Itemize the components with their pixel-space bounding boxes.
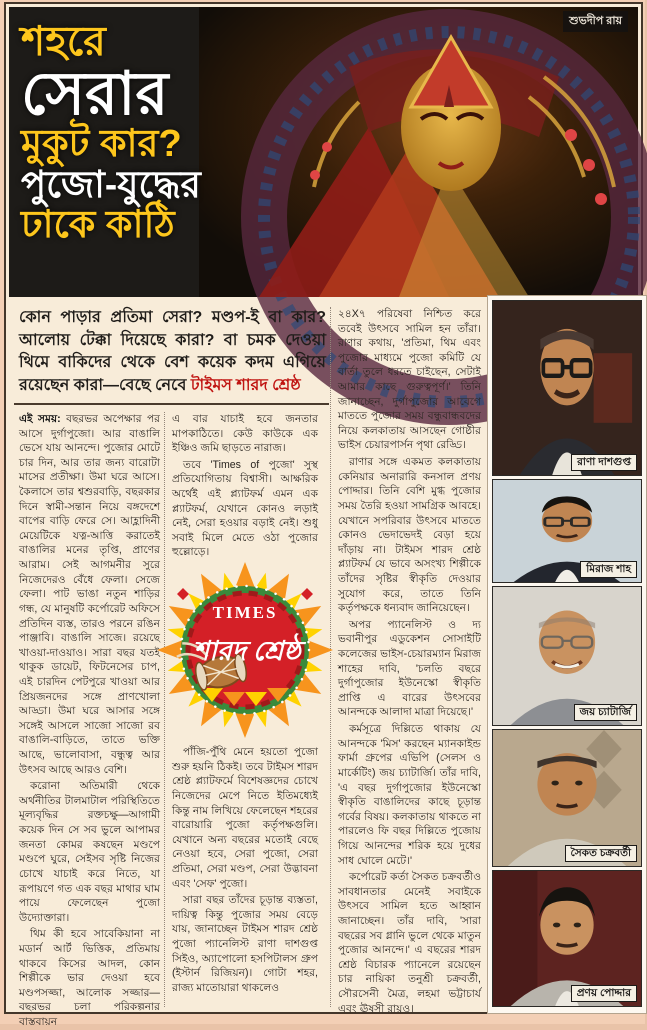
portrait-rana-dasgupta [492, 300, 642, 476]
headline-line-5: ঢাকে কাঠি [21, 204, 175, 247]
svg-text:TIMES: TIMES [212, 603, 278, 623]
portrait-name-badge: প্রণয় পোদ্দার [571, 985, 637, 1002]
portrait-photo [493, 301, 641, 475]
paragraph: কর্মসূত্রে দিল্লিতে থাকায় যে আনন্দকে 'মিস' করছেন ম্যানকাইন্ড ফার্মা গ্রুপের এভিপি (সেলস ও মার্কেটিং) জয় চ্যাটার্জি। তাঁর দাবি, 'এ বছর দুর্গাপুজোর ইউনেস্কো স্বীকৃতি বাঙালিদের কাছে চূড়ান্ত গর্বের বিষয়। কলকাতায় থাকতে না পারলেও ফি বছর দিল্লিতে পুজোয় গিয়ে আনন্দের শরিক হয়ে দুধের সাধ ঘোলে মেটে।' [338, 723, 481, 867]
portrait-pranay-poddar [492, 870, 642, 1007]
headline-line-2: সেরার [21, 60, 169, 128]
brand-name-highlight: টাইমস শারদ শ্রেষ্ঠ [190, 377, 301, 395]
standfirst-text: কোন পাড়ার প্রতিমা সেরা? মণ্ডপ-ই বা কার? আলোয় টেক্কা দিয়েছে কারা? বা চমক দেওয়া থিমে বাকিদের থেকে বেশ কয়েক কদম এগিয়ে রয়েছেন কারা—বেছে নেবে [19, 309, 326, 395]
durga-idol-art [199, 7, 638, 297]
portrait-name-badge: রাণা দাশগুপ্ত [571, 454, 637, 471]
standfirst [19, 307, 326, 399]
paragraph: এ বার যাচাই হবে জনতার মাপকাঠিতে। কেউ কাউকে এক ইঞ্চিও জমি ছাড়তে নারাজ। [172, 413, 318, 455]
portrait-joy-chatterjee [492, 586, 642, 726]
portrait-name-badge: সৈকত চক্রবর্তী [565, 845, 638, 862]
svg-text:শারদ শ্রেষ্ঠ: শারদ শ্রেষ্ঠ [193, 636, 301, 667]
main-headline [21, 19, 236, 246]
headline-line-1: শহরে [21, 18, 106, 64]
durga-idol-photo [199, 7, 638, 297]
portrait-miraj-shah [492, 479, 642, 583]
portrait-name-badge: জয় চ্যাটার্জি [574, 704, 637, 721]
paragraph [19, 412, 160, 777]
body-column-1 [19, 412, 160, 1028]
sharad-shrestha-badge-icon [160, 558, 330, 746]
times-sharad-shrestha-logo [172, 562, 318, 742]
paragraph: ২৪X৭ পরিষেবা নিশ্চিত করে তবেই উৎসবে সামিল হন তাঁরা। রাণার কথায়, 'প্রতিমা, থিম এবং পুজোর মাধ্যমে পুজো কমিটি যে বার্তা তুলে ধরতে চাইছেন, সেটাই আমার কাছে গুরুত্বপূর্ণ।' তিনি জানাচ্ছেন, দুর্গাপুজোর আবেগে মাততে পুজোর সময় বন্ধুবান্ধবদের নিয়ে কলকাতায় আসছেন গোষ্ঠীর ভাইস চেয়ারপার্সন পৃথা রেড্ডি। [338, 308, 481, 452]
paragraph: রাণার সঙ্গে একমত কলকাতায় কেনিয়ার অনারারি কনসাল প্রণয় পোদ্দার। তিনি বেশি মুগ্ধ পুজোর সময় তৈরি হওয়া সামগ্রিক আবহে। যেখানে সপরিবার উৎসবে মাততে কোনও ভেদাভেদই বেড়া হয়ে দাঁড়ায় না। টাইমস শারদ শ্রেষ্ঠ প্ল্যাটফর্ম যে ভাবে অসংখ্য শিল্পীকে তাঁদের সৃষ্টির স্বীকৃতি দেওয়ার সুযোগ করে, তাতে তিনি কর্তৃপক্ষকে ধন্যবাদ জানিয়েছেন। [338, 456, 481, 615]
paragraph: করোনা অতিমারী থেকে অর্থনীতির টালমাটাল পরিস্থিতিতে মূল্যবৃদ্ধির রক্তচক্ষু—আগামী কয়েক দিন সে সব ভুলে আপামর জনতা কোমর কষছেন মণ্ডপে মণ্ডপে ঘুরে, সেইসব সৃষ্টি নিজের চোখে যাচাই করে নিতে, যা রূপায়ণে গত এক বছর মাথার ঘাম পায়ে ফেলেছেন পুজো উদ্যোক্তারা। [19, 780, 160, 924]
portrait-saikat-chakraborty [492, 729, 642, 867]
body-column-2 [172, 412, 318, 1008]
paragraph: সারা বছর তাঁদের চূড়ান্ত ব্যস্ততা, দায়িত্ব কিন্তু পুজোর সময় বেড়ে যায়, জানাচ্ছেন টাইমস শারদ শ্রেষ্ঠ পুজো প্যানেলিস্ট রাণা দাশগুপ্ত সিইও, অ্যাপোলো হসপিটালস গ্রুপ (ইস্টার্ন রিজিয়ন)। গোটা শহর, রাজ্য মাতোয়ারা থাকলেও [172, 894, 318, 994]
article-sheet [4, 2, 643, 1028]
paragraph-text: বছরভর অপেক্ষার পর আসে দুর্গাপুজো। আর বাঙালি ভেসে যায় আনন্দে। পুজোর মোটে চার দিন, আর তার জন্য বারোটা মাসের প্রতীক্ষা। উমা ঘরে আসে। কৈলাসে তার শ্বশুরবাড়ি, বছরকার দিনে স্বামী-সন্তান নিয়ে বঙ্গদেশে বাপের বাড়ি ফেরে সে। আহ্লাদিনী মেয়েটিকে যত্ন-আত্তি করাতেই বাঙালির মনের তৃপ্তি, প্রাণের আরাম। সেই আগমনীর সুরে নিজেদেরও বেঁধে ফেলা। সেজে ফেলা। পাট ভাঙা নতুন শাড়ির গন্ধ, যে মানুষটি কর্পোরেট অফিসে প্রতিদিন ব্যস্ত, তারও পরনে রঙিন পাঞ্জাবি। বাঙালি সাজে। রয়েছে খাওয়া-দাওয়াও। সারা বছর যতই থাকুক ডায়েট, ফিটনেসের চাপ, এই চারদিন পেটপুরে খাওয়া আর প্রিয়জনদের সঙ্গে প্রাণখোলা আড্ডা। উমা ঘরে আসার সঙ্গে সঙ্গেই আসলে সাজো সাজো রব বাঙালি-বাড়িতে, তাতে ভক্তি আছে, ভালোবাসা, বন্ধুত্ব আর উৎসব আছে আরও বেশি। [19, 413, 160, 776]
intro-divider-rule [14, 403, 329, 405]
paragraph: অপর প্যানেলিস্ট ও দ্য ভবানীপুর এডুকেশন সোসাইটি কলেজের ভাইস-চেয়ারম্যান মিরাজ শাহের দাবি, 'চলতি বছরে দুর্গাপুজোর ইউনেস্কো স্বীকৃতি প্রাপ্তি এ বারের উৎসবের আনন্দকে আলাদা মাত্রা দিয়েছে।' [338, 618, 481, 719]
byline: শুভদীপ রায় [563, 11, 628, 32]
dateline: এই সময়: [19, 413, 61, 425]
paragraph: তবে 'Times of পুজো' সুস্থ প্রতিযোগিতায় বিশ্বাসী। আক্ষরিক অর্থেই এই প্ল্যাটফর্ম এমন এক প্ল্যাটফর্ম, যেখানে কোনও লড়াই নেই, সেরা হওয়ার বড়াই নেই। শুধু সবাই মিলে মেতে ওঠা পুজোর হুল্লোড়ে। [172, 458, 318, 559]
paragraph: পাঁজি-পুঁথি মেনে হয়তো পুজো শুরু হয়নি ঠিকই। তবে টাইমস শারদ শ্রেষ্ঠ প্ল্যাটফর্মে বিশেষজ্ঞদের চোখে নিজেদের মেপে নিতে ইতিমধ্যেই কিন্তু নাম লিখিয়ে ফেলেছেন শহরের বারোয়ারি পুজো কর্তৃপক্ষগুলি। যেখানে অন্য বছরের মতোই বেছে নেওয়া হবে, সেরা পুজো, সেরা প্রতিমা, সেরা মণ্ডপ, সেরা উদ্ভাবনা এবং 'সেফ' পুজো। [172, 746, 318, 890]
panelist-photo-strip [487, 295, 647, 1014]
paragraph: থিম কী হবে সাবেকিয়ানা না মডার্ন আর্ট ভিত্তিক, প্রতিমায় থাকবে কিসের আদল, কোন শিল্পীকে ভার দেওয়া হবে মণ্ডপসজ্জা, আলোক সজ্জার— বছরভর চলা পরিকল্পনার বাস্তবায়ন [19, 928, 160, 1028]
headline-line-4: পুজো-যুদ্ধের [21, 164, 201, 206]
body-column-3 [338, 307, 481, 1015]
paragraph: কর্পোরেট কর্তা সৈকত চক্রবর্তীও সাবধানতার মেনেই সবাইকে উৎসবে সামিল হতে আহ্বান জানাচ্ছেন। তাঁর দাবি, 'সারা বছরের সব গ্লানি ভুলে থেকে মাতুন পুজোর আনন্দে।' এ বছরের শারদ শ্রেষ্ঠ বিচারক প্যানেলে রয়েছেন চার নায়িকা তনুশ্রী চক্রবর্তী, সৌরসেনী মৈত্র, লহমা ভট্টাচার্য এবং ঊষসী রায়ও। [338, 871, 481, 1015]
headline-line-3: মুকুট কার? [21, 123, 182, 166]
headline-block [9, 7, 638, 297]
column-divider [330, 307, 331, 1007]
portrait-name-badge: মিরাজ শাহ [580, 561, 637, 578]
